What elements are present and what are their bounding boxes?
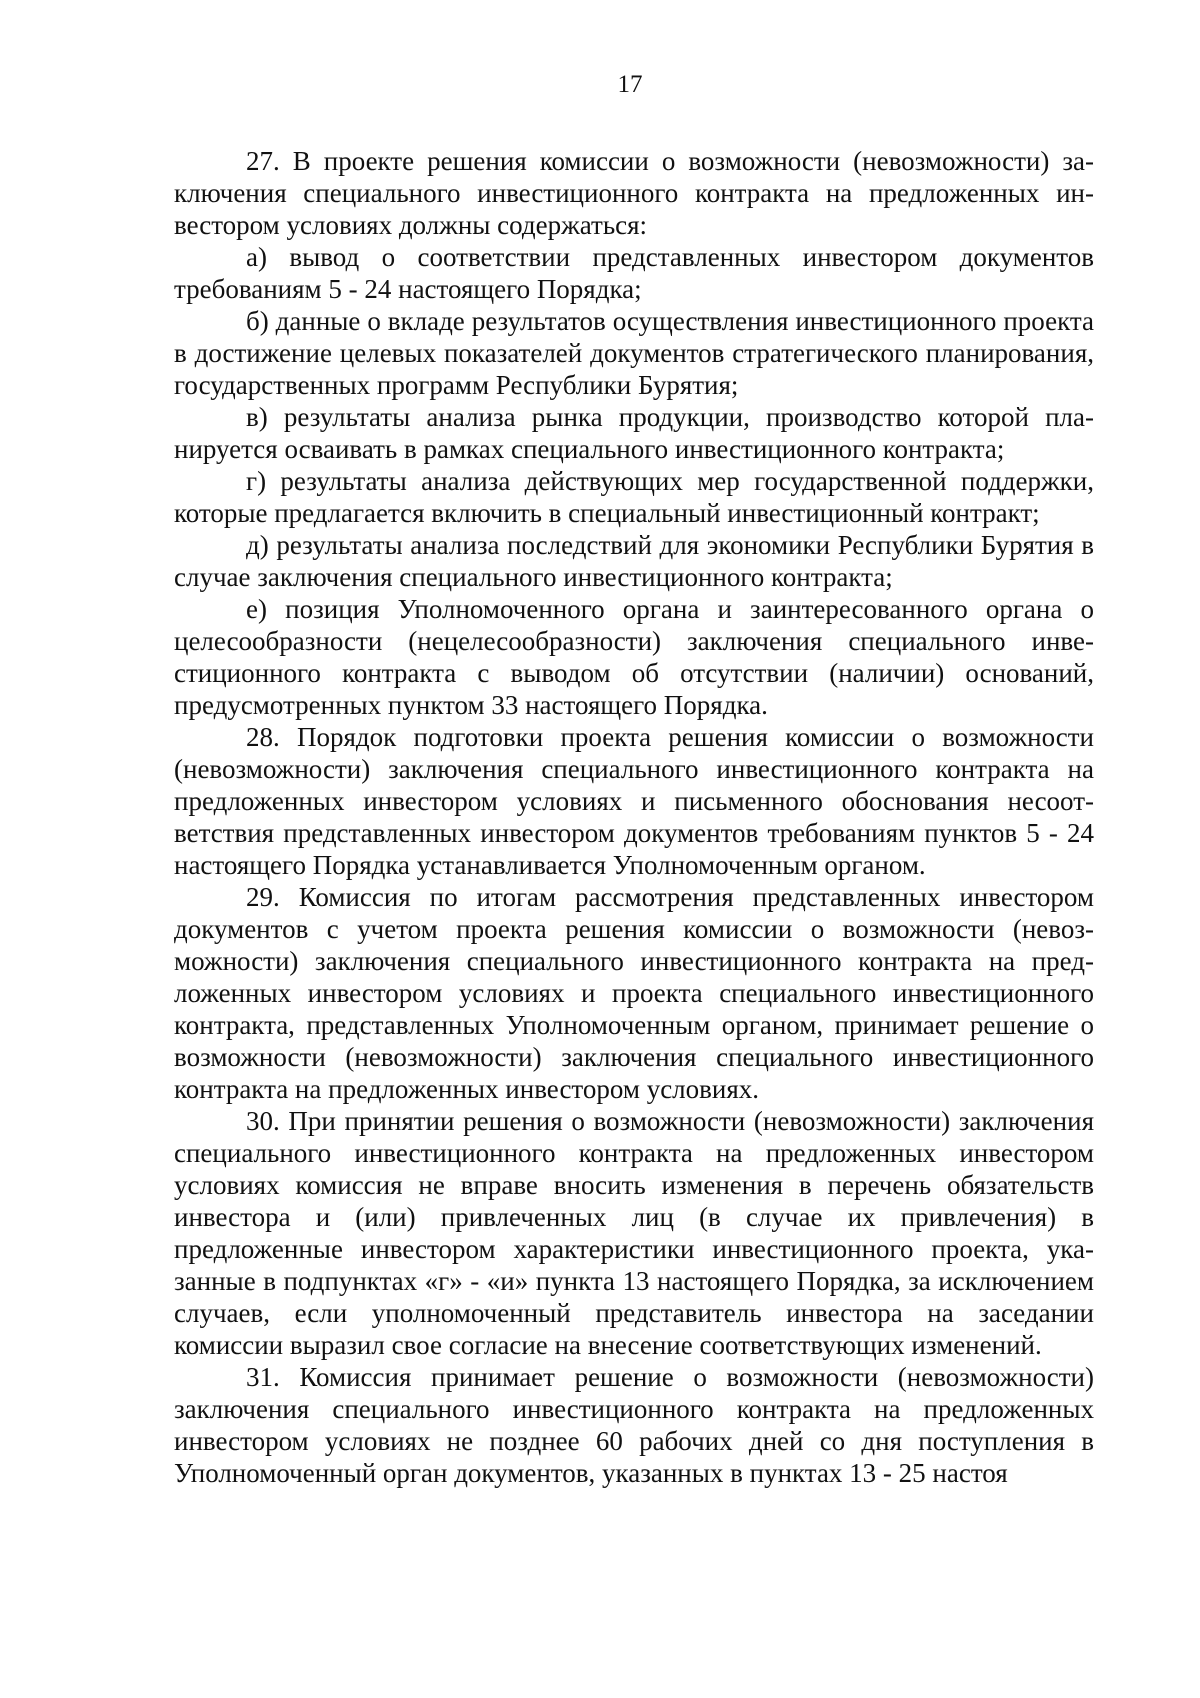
paragraph-27: 27. В проекте решения комиссии о возможности (невозможности) заключения специального инвестиционного контракта на предложенных инвестором условиях должны содержаться: [174,146,1094,240]
paragraph-30: 30. При принятии решения о возможности (невозможности) заключения специального инвестиционного контракта на предложенных инвестором условиях комиссия не вправе вносить изменения в перечень обязательств инвестора и (или) привлеченных лиц (в случае их привлечения) в предложенные инвестором характеристики инвестиционного проекта, указанные в подпунктах «г» - «и» пункта 13 настоящего Порядка, за исключением случаев, если уполномоченный представитель инвестора на заседании комиссии выразил свое согласие на внесение соответствующих изменений. [174,1106,1094,1360]
paragraph-27-e: е) позиция Уполномоченного органа и заинтересованного органа о целесообразности (нецелесообразности) заключения специального инвестиционного контракта с выводом об отсутствии (наличии) оснований, предусмотренных пунктом 33 настоящего Порядка. [174,594,1094,720]
paragraph-28: 28. Порядок подготовки проекта решения комиссии о возможности (невозможности) заключения специального инвестиционного контракта на предложенных инвестором условиях и письменного обоснования несоответствия представленных инвестором документов требованиям пунктов 5 - 24 настоящего Порядка устанавливается Уполномоченным органом. [174,722,1094,880]
page-number: 17 [617,71,643,98]
paragraph-29: 29. Комиссия по итогам рассмотрения представленных инвестором документов с учетом проекта решения комиссии о возможности (невозможности) заключения специального инвестиционного контракта на предложенных инвестором условиях и проекта специального инвестиционного контракта, представленных Уполномоченным органом, принимает решение о возможности (невозможности) заключения специального инвестиционного контракта на предложенных инвестором условиях. [174,882,1094,1104]
paragraph-27-a: а) вывод о соответствии представленных инвестором документов требованиям 5 - 24 настоящего Порядка; [174,242,1094,304]
paragraph-27-v: в) результаты анализа рынка продукции, производство которой планируется осваивать в рамках специального инвестиционного контракта; [174,402,1094,464]
paragraph-27-b: б) данные о вкладе результатов осуществления инвестиционного проекта в достижение целевых показателей документов стратегического планирования, государственных программ Республики Бурятия; [174,306,1094,400]
paragraph-31: 31. Комиссия принимает решение о возможности (невозможности) заключения специального инвестиционного контракта на предложенных инвестором условиях не позднее 60 рабочих дней со дня поступления в Уполномоченный орган документов, указанных в пунктах 13 - 25 настоя [174,1362,1094,1488]
paragraph-27-g: г) результаты анализа действующих мер государственной поддержки, которые предлагается включить в специальный инвестиционный контракт; [174,466,1094,528]
paragraph-27-d: д) результаты анализа последствий для экономики Республики Бурятия в случае заключения специального инвестиционного контракта; [174,530,1094,592]
document-body [174,145,1094,1489]
